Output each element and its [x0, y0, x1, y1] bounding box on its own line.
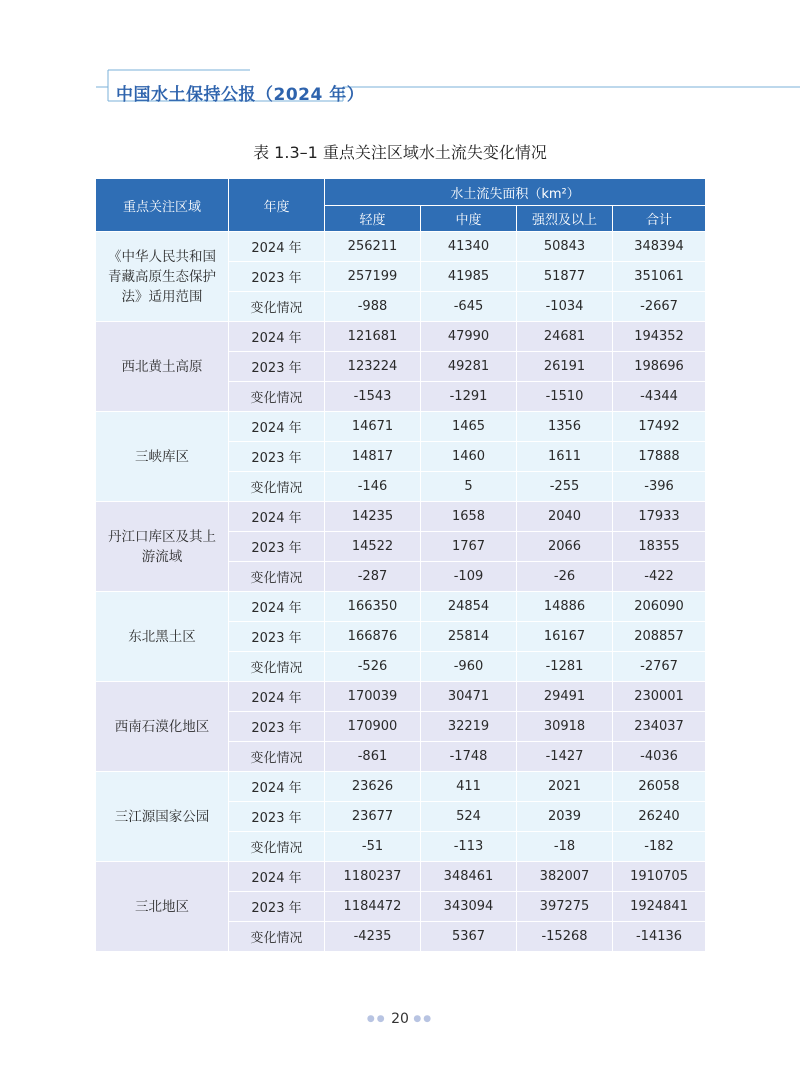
medium-cell: 1460 — [421, 442, 517, 472]
severe-cell: -26 — [517, 562, 613, 592]
running-header-title: 中国水土保持公报（2024 年） — [116, 85, 365, 105]
table-caption: 表 1.3–1 重点关注区域水土流失变化情况 — [253, 143, 547, 162]
light-cell: 166876 — [325, 622, 421, 652]
year-cell: 2024 年 — [229, 592, 325, 622]
page-dots-right: ●● — [413, 1014, 434, 1024]
total-cell: -4036 — [613, 742, 706, 772]
header-year: 年度 — [229, 179, 325, 232]
severe-cell: -1510 — [517, 382, 613, 412]
light-cell: 170039 — [325, 682, 421, 712]
medium-cell: 24854 — [421, 592, 517, 622]
light-cell: 257199 — [325, 262, 421, 292]
year-cell: 2023 年 — [229, 532, 325, 562]
year-cell: 2024 年 — [229, 502, 325, 532]
light-cell: 23677 — [325, 802, 421, 832]
severe-cell: 2040 — [517, 502, 613, 532]
total-cell: 348394 — [613, 232, 706, 262]
region-cell: 三峡库区 — [96, 412, 229, 502]
year-cell: 变化情况 — [229, 922, 325, 952]
medium-cell: -1748 — [421, 742, 517, 772]
year-cell: 2024 年 — [229, 682, 325, 712]
medium-cell: 348461 — [421, 862, 517, 892]
severe-cell: -18 — [517, 832, 613, 862]
severe-cell: 14886 — [517, 592, 613, 622]
severe-cell: -1034 — [517, 292, 613, 322]
region-cell: 《中华人民共和国青藏高原生态保护法》适用范围 — [96, 232, 229, 322]
page-footer — [0, 1011, 800, 1027]
year-cell: 变化情况 — [229, 832, 325, 862]
light-cell: 14817 — [325, 442, 421, 472]
severe-cell: 397275 — [517, 892, 613, 922]
medium-cell: 524 — [421, 802, 517, 832]
total-cell: 1924841 — [613, 892, 706, 922]
medium-cell: 41340 — [421, 232, 517, 262]
year-cell: 变化情况 — [229, 472, 325, 502]
light-cell: -4235 — [325, 922, 421, 952]
light-cell: 123224 — [325, 352, 421, 382]
medium-cell: 1465 — [421, 412, 517, 442]
table-body — [96, 232, 706, 952]
severe-cell: 382007 — [517, 862, 613, 892]
table-row — [96, 592, 706, 622]
total-cell: 17933 — [613, 502, 706, 532]
total-cell: 26240 — [613, 802, 706, 832]
header-severe: 强烈及以上 — [517, 206, 613, 232]
severe-cell: 2066 — [517, 532, 613, 562]
light-cell: -988 — [325, 292, 421, 322]
light-cell: -1543 — [325, 382, 421, 412]
region-cell: 东北黑土区 — [96, 592, 229, 682]
light-cell: 170900 — [325, 712, 421, 742]
medium-cell: 343094 — [421, 892, 517, 922]
table-row — [96, 682, 706, 712]
light-cell: 166350 — [325, 592, 421, 622]
total-cell: 17492 — [613, 412, 706, 442]
table-row — [96, 322, 706, 352]
severe-cell: -255 — [517, 472, 613, 502]
medium-cell: 5367 — [421, 922, 517, 952]
medium-cell: -109 — [421, 562, 517, 592]
medium-cell: 25814 — [421, 622, 517, 652]
year-cell: 2023 年 — [229, 712, 325, 742]
year-cell: 变化情况 — [229, 562, 325, 592]
light-cell: 14671 — [325, 412, 421, 442]
year-cell: 2023 年 — [229, 352, 325, 382]
light-cell: 14522 — [325, 532, 421, 562]
total-cell: 18355 — [613, 532, 706, 562]
light-cell: -861 — [325, 742, 421, 772]
medium-cell: -645 — [421, 292, 517, 322]
severe-cell: -15268 — [517, 922, 613, 952]
severe-cell: 1356 — [517, 412, 613, 442]
header-total: 合计 — [613, 206, 706, 232]
total-cell: -2767 — [613, 652, 706, 682]
total-cell: 198696 — [613, 352, 706, 382]
year-cell: 2024 年 — [229, 232, 325, 262]
region-cell: 西南石漠化地区 — [96, 682, 229, 772]
light-cell: -526 — [325, 652, 421, 682]
total-cell: 206090 — [613, 592, 706, 622]
light-cell: 121681 — [325, 322, 421, 352]
table-row — [96, 232, 706, 262]
year-cell: 2023 年 — [229, 442, 325, 472]
severe-cell: 16167 — [517, 622, 613, 652]
year-cell: 变化情况 — [229, 382, 325, 412]
year-cell: 变化情况 — [229, 292, 325, 322]
severe-cell: 29491 — [517, 682, 613, 712]
header-light: 轻度 — [325, 206, 421, 232]
medium-cell: 32219 — [421, 712, 517, 742]
region-cell: 三北地区 — [96, 862, 229, 952]
total-cell: 230001 — [613, 682, 706, 712]
light-cell: 14235 — [325, 502, 421, 532]
total-cell: 17888 — [613, 442, 706, 472]
medium-cell: 47990 — [421, 322, 517, 352]
year-cell: 变化情况 — [229, 742, 325, 772]
medium-cell: -113 — [421, 832, 517, 862]
year-cell: 2023 年 — [229, 262, 325, 292]
page-dots-left: ●● — [366, 1014, 387, 1024]
light-cell: -146 — [325, 472, 421, 502]
table-row — [96, 862, 706, 892]
severe-cell: 2021 — [517, 772, 613, 802]
page-number: 20 — [391, 1011, 409, 1027]
total-cell: -182 — [613, 832, 706, 862]
medium-cell: 49281 — [421, 352, 517, 382]
region-cell: 西北黄土高原 — [96, 322, 229, 412]
light-cell: 23626 — [325, 772, 421, 802]
medium-cell: 30471 — [421, 682, 517, 712]
region-cell: 丹江口库区及其上游流域 — [96, 502, 229, 592]
total-cell: 194352 — [613, 322, 706, 352]
severe-cell: 26191 — [517, 352, 613, 382]
header-area-group: 水土流失面积（km²） — [325, 179, 706, 206]
severe-cell: 2039 — [517, 802, 613, 832]
light-cell: 1184472 — [325, 892, 421, 922]
total-cell: -14136 — [613, 922, 706, 952]
table-row — [96, 502, 706, 532]
severe-cell: 30918 — [517, 712, 613, 742]
year-cell: 2024 年 — [229, 412, 325, 442]
medium-cell: 1658 — [421, 502, 517, 532]
severe-cell: -1281 — [517, 652, 613, 682]
total-cell: 234037 — [613, 712, 706, 742]
severe-cell: 24681 — [517, 322, 613, 352]
severe-cell: 51877 — [517, 262, 613, 292]
year-cell: 2024 年 — [229, 772, 325, 802]
table-header — [96, 179, 706, 232]
year-cell: 2023 年 — [229, 802, 325, 832]
total-cell: 351061 — [613, 262, 706, 292]
year-cell: 变化情况 — [229, 652, 325, 682]
medium-cell: 41985 — [421, 262, 517, 292]
year-cell: 2023 年 — [229, 892, 325, 922]
severe-cell: 1611 — [517, 442, 613, 472]
severe-cell: -1427 — [517, 742, 613, 772]
severe-cell: 50843 — [517, 232, 613, 262]
medium-cell: 411 — [421, 772, 517, 802]
header-region: 重点关注区域 — [96, 179, 229, 232]
light-cell: 1180237 — [325, 862, 421, 892]
table-row — [96, 412, 706, 442]
year-cell: 2024 年 — [229, 322, 325, 352]
header-medium: 中度 — [421, 206, 517, 232]
year-cell: 2023 年 — [229, 622, 325, 652]
total-cell: 26058 — [613, 772, 706, 802]
total-cell: -396 — [613, 472, 706, 502]
soil-erosion-table — [95, 178, 706, 952]
total-cell: -2667 — [613, 292, 706, 322]
total-cell: 208857 — [613, 622, 706, 652]
total-cell: -4344 — [613, 382, 706, 412]
region-cell: 三江源国家公园 — [96, 772, 229, 862]
light-cell: 256211 — [325, 232, 421, 262]
total-cell: -422 — [613, 562, 706, 592]
medium-cell: -960 — [421, 652, 517, 682]
light-cell: -51 — [325, 832, 421, 862]
year-cell: 2024 年 — [229, 862, 325, 892]
light-cell: -287 — [325, 562, 421, 592]
medium-cell: 1767 — [421, 532, 517, 562]
medium-cell: -1291 — [421, 382, 517, 412]
medium-cell: 5 — [421, 472, 517, 502]
total-cell: 1910705 — [613, 862, 706, 892]
table-row — [96, 772, 706, 802]
